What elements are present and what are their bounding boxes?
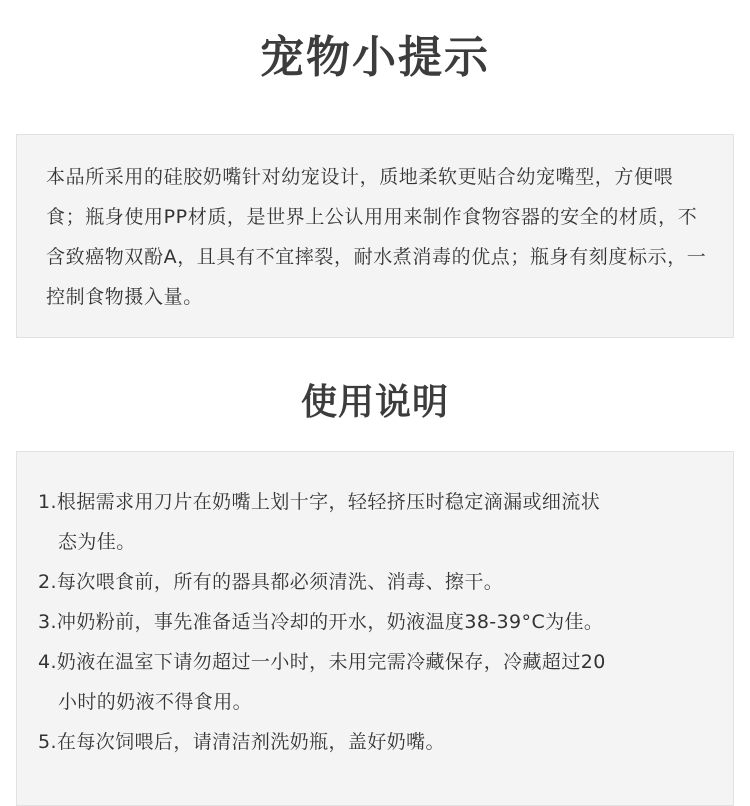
- instruction-item-2: [38, 562, 708, 602]
- pet-tips-paragraph: 本品所采用的硅胶奶嘴针对幼宠设计，质地柔软更贴合幼宠嘴型，方便喂食；瓶身使用PP材质，是世界上公认用用来制作食物容器的安全的材质，不含致癌物双酚A，且具有不宜摔裂，耐水煮消毒的优点；瓶身有刻度标示，一控制食物摄入量。: [46, 166, 707, 308]
- instruction-item-1: [38, 482, 708, 562]
- instruction-text: 1.根据需求用刀片在奶嘴上划十字，轻轻挤压时稳定滴漏或细流状: [38, 491, 601, 513]
- instructions-list: [38, 482, 708, 762]
- section-title-instructions: 使用说明: [300, 382, 449, 423]
- section-title-pet-tips: 宠物小提示: [260, 32, 490, 83]
- instruction-item-3: [38, 602, 708, 642]
- pet-tips-box: [16, 134, 734, 338]
- instruction-text: 5.在每次饲喂后，请清洁剂洗奶瓶，盖好奶嘴。: [38, 731, 445, 753]
- instruction-item-5: [38, 722, 708, 762]
- instruction-text: 2.每次喂食前，所有的器具都必须清洗、消毒、擦干。: [38, 571, 504, 593]
- instruction-item-4: [38, 642, 708, 722]
- instruction-text-continued: 小时的奶液不得食用。: [58, 691, 253, 713]
- instruction-text: 4.奶液在温室下请勿超过一小时，未用完需冷藏保存，冷藏超过20: [38, 651, 606, 673]
- instruction-text: 3.冲奶粉前，事先准备适当冷却的开水，奶液温度38-39°C为佳。: [38, 611, 604, 633]
- instruction-text-continued: 态为佳。: [58, 531, 136, 553]
- instructions-box: [16, 451, 734, 806]
